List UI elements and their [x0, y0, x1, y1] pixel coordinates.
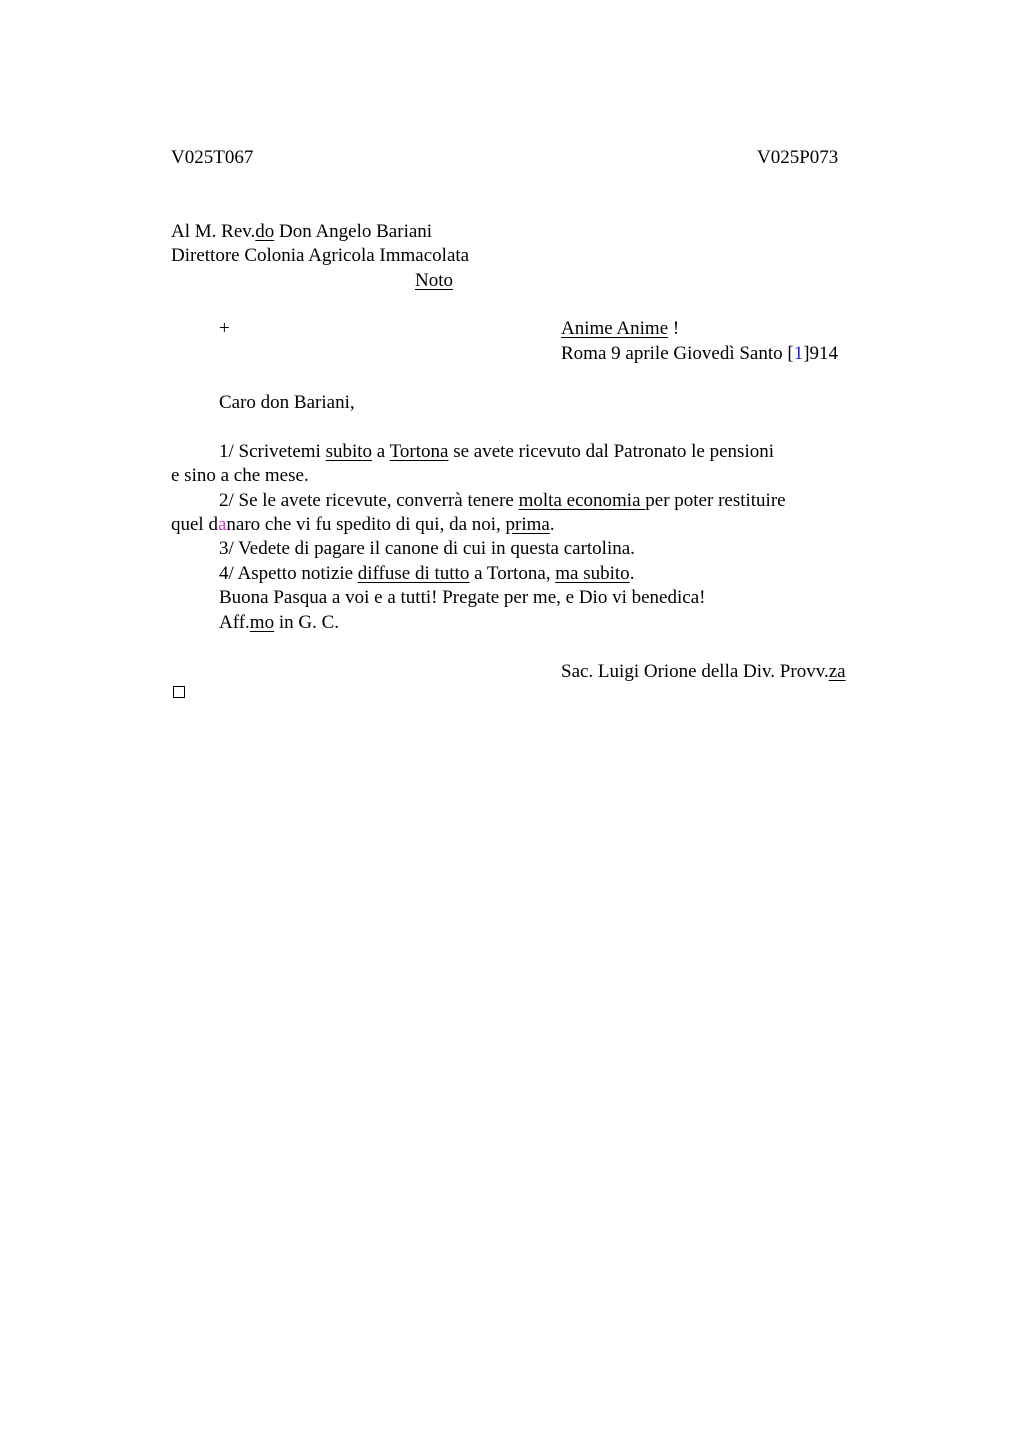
item-2-cont-b: a — [217, 514, 227, 535]
item-1-part-e: se avete ricevuto dal Patronato le pensioni — [448, 441, 775, 462]
item-4-part-a: 4/ Aspetto notizie — [219, 563, 358, 584]
item-4 — [219, 562, 634, 586]
document-code-right: V025P073 — [757, 147, 839, 168]
date-bracket-digit: 1 — [793, 343, 804, 364]
address-prefix: Al M. Rev. — [171, 221, 256, 242]
address-abbrev: do — [255, 221, 275, 242]
address-place — [415, 269, 453, 293]
item-2-part-b: molta economia — [518, 490, 646, 511]
item-1 — [219, 440, 774, 464]
item-1-part-d: Tortona — [389, 441, 449, 462]
closing-aff-suffix: in G. C. — [274, 612, 340, 633]
item-2-part-c: per poter restituire — [645, 490, 786, 511]
motto — [561, 317, 679, 341]
signature-abbrev: za — [828, 661, 846, 682]
item-1-part-b: subito — [325, 441, 373, 462]
end-box-icon — [173, 686, 185, 698]
item-2-cont-c: naro che vi fu spedito di qui, da noi, — [226, 514, 506, 535]
address-recipient: Don Angelo Bariani — [274, 221, 433, 242]
motto-suffix: ! — [668, 318, 680, 339]
item-3: 3/ Vedete di pagare il canone di cui in questa cartolina. — [219, 538, 635, 559]
item-2-cont-e: . — [549, 514, 555, 535]
cross-mark: + — [219, 318, 230, 339]
item-2-part-a: 2/ Se le avete ricevute, converrà tenere — [219, 490, 519, 511]
item-2-continuation — [171, 513, 555, 537]
item-4-part-b: diffuse di tutto — [357, 563, 470, 584]
item-4-part-e: . — [629, 563, 635, 584]
address-line-1 — [171, 220, 432, 244]
address-place-text: Noto — [415, 270, 453, 291]
address-line-2: Direttore Colonia Agricola Immacolata — [171, 245, 470, 266]
closing-aff-abbrev: mo — [249, 612, 275, 633]
signature-text: Sac. Luigi Orione della Div. Provv. — [561, 661, 829, 682]
date-suffix: ]914 — [803, 343, 839, 364]
date-prefix: Roma 9 aprile Giovedì Santo [ — [561, 343, 794, 364]
salutation: Caro don Bariani, — [219, 392, 355, 413]
closing-aff-prefix: Aff. — [219, 612, 250, 633]
item-2 — [219, 489, 786, 513]
item-2-cont-a: quel d — [171, 514, 218, 535]
item-1-continuation: e sino a che mese. — [171, 465, 309, 486]
item-4-part-d: ma subito — [555, 563, 630, 584]
closing-greeting: Buona Pasqua a voi e a tutti! Pregate per me, e Dio vi benedica! — [219, 587, 706, 608]
item-1-part-a: 1/ Scrivetemi — [219, 441, 326, 462]
closing-affection — [219, 611, 339, 635]
motto-text: Anime Anime — [561, 318, 669, 339]
item-2-cont-d: prima — [505, 514, 550, 535]
document-code-left: V025T067 — [171, 147, 254, 168]
letter-date — [561, 342, 838, 366]
item-1-part-c: a — [372, 441, 390, 462]
item-4-part-c: a Tortona, — [469, 563, 556, 584]
signature — [561, 660, 846, 684]
